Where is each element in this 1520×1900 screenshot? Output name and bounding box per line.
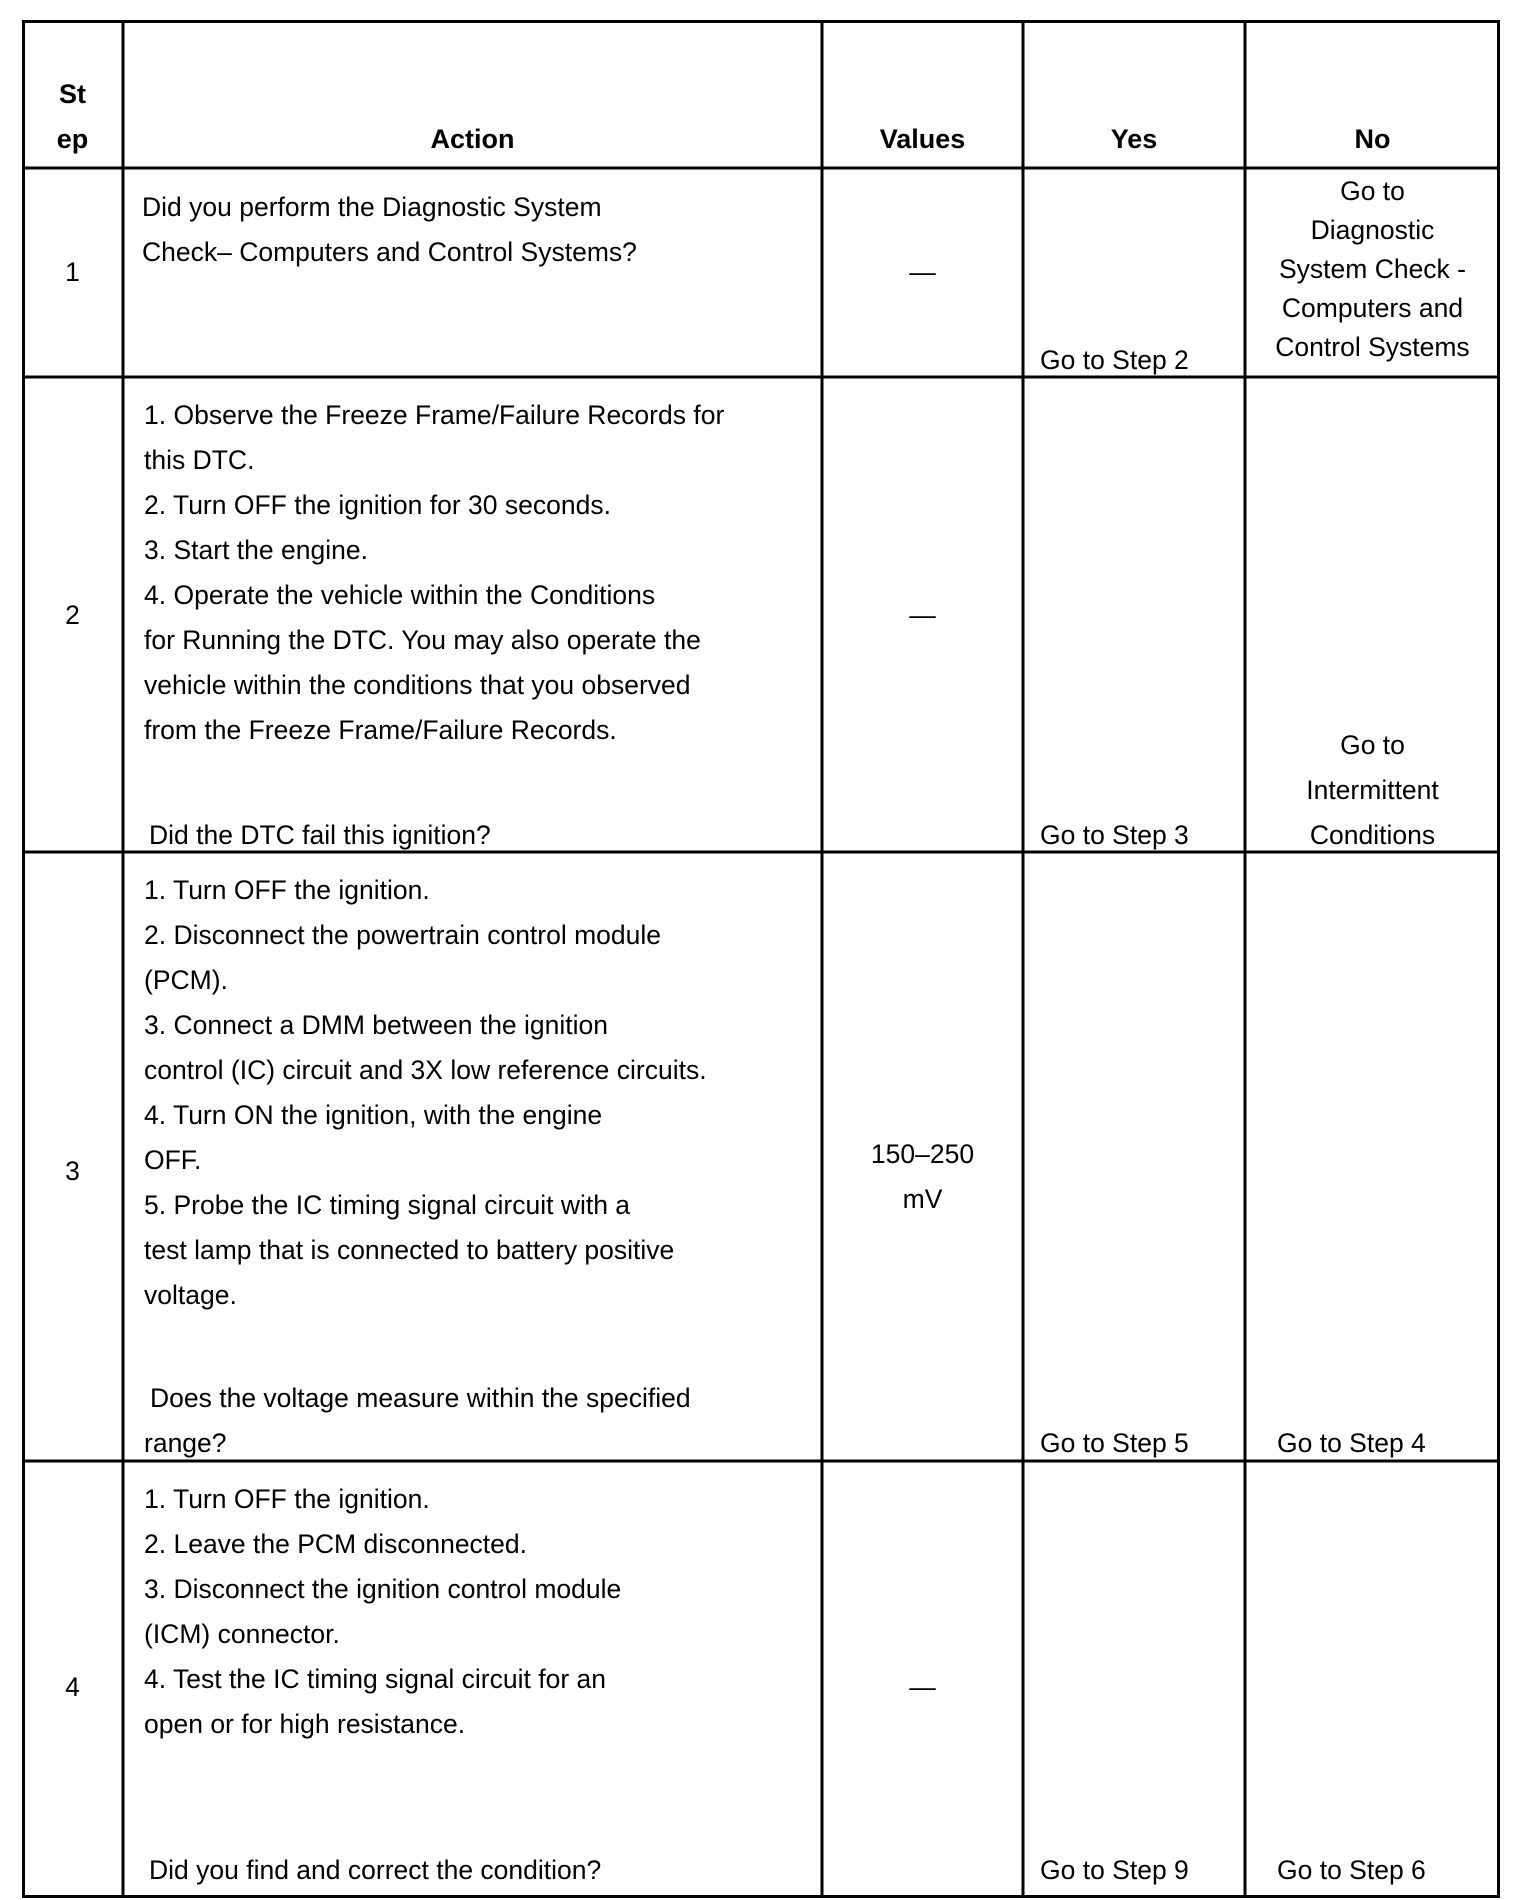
no-link[interactable]	[1245, 723, 1500, 858]
action-line: 2. Leave the PCM disconnected.	[144, 1529, 528, 1559]
action-text	[142, 185, 637, 275]
no-link[interactable]	[1245, 172, 1500, 367]
question-line: range?	[144, 1428, 227, 1458]
question-text: Did you find and correct the condition?	[149, 1855, 602, 1885]
action-line: (ICM) connector.	[144, 1619, 340, 1649]
yes-link[interactable]: Go to Step 2	[1040, 345, 1189, 375]
action-line: OFF.	[144, 1145, 202, 1175]
action-line: 1. Observe the Freeze Frame/Failure Records for	[144, 400, 725, 430]
action-line: this DTC.	[144, 445, 255, 475]
action-line: from the Freeze Frame/Failure Records.	[144, 715, 617, 745]
action-line: 2. Turn OFF the ignition for 30 seconds.	[144, 490, 611, 520]
action-line: 5. Probe the IC timing signal circuit with a	[144, 1190, 631, 1220]
no-line: Go to	[1340, 176, 1405, 206]
action-line: open or for high resistance.	[144, 1709, 466, 1739]
action-line: for Running the DTC. You may also operate the	[144, 625, 701, 655]
action-line: 3. Start the engine.	[144, 535, 368, 565]
question-text: Did the DTC fail this ignition?	[149, 820, 491, 850]
value-line: mV	[902, 1184, 943, 1214]
action-text	[144, 1477, 621, 1747]
step-number: 3	[65, 1156, 80, 1186]
no-line: Conditions	[1309, 820, 1436, 850]
header-step-line: ep	[56, 124, 89, 154]
action-line: 3. Disconnect the ignition control module	[144, 1574, 622, 1604]
value-text: —	[909, 1672, 936, 1702]
no-line: System Check -	[1278, 254, 1466, 284]
action-line: 1. Turn OFF the ignition.	[144, 875, 430, 905]
action-line: voltage.	[144, 1280, 237, 1310]
header-step	[22, 72, 123, 162]
action-line: Did you perform the Diagnostic System	[142, 192, 602, 222]
value-text: —	[909, 257, 936, 287]
no-line: Intermittent	[1306, 775, 1439, 805]
no-line: Control Systems	[1275, 332, 1470, 362]
value-text: —	[909, 600, 936, 630]
header-step-line: St	[59, 79, 86, 109]
action-line: 3. Connect a DMM between the ignition	[144, 1010, 609, 1040]
step-number: 2	[65, 600, 80, 630]
value-line: 150–250	[870, 1139, 975, 1169]
action-line: Check– Computers and Control Systems?	[142, 237, 637, 267]
header-yes: Yes	[1110, 124, 1158, 154]
action-line: 4. Turn ON the ignition, with the engine	[144, 1100, 603, 1130]
step-number: 1	[65, 257, 80, 287]
action-text	[144, 393, 724, 753]
diagnostic-table	[22, 20, 1500, 1898]
action-line: (PCM).	[144, 965, 228, 995]
step-number: 4	[65, 1672, 80, 1702]
yes-link[interactable]: Go to Step 5	[1040, 1428, 1189, 1458]
action-line: 4. Test the IC timing signal circuit for an	[144, 1664, 606, 1694]
question-text	[144, 1376, 691, 1466]
yes-link[interactable]: Go to Step 3	[1040, 820, 1189, 850]
action-line: test lamp that is connected to battery positive	[144, 1235, 675, 1265]
header-no: No	[1354, 124, 1391, 154]
value-text	[822, 1132, 1023, 1222]
action-line: vehicle within the conditions that you observed	[144, 670, 691, 700]
action-line: control (IC) circuit and 3X low reference circuits.	[144, 1055, 707, 1085]
question-line: Does the voltage measure within the specified	[150, 1383, 691, 1413]
action-line: 4. Operate the vehicle within the Conditions	[144, 580, 656, 610]
no-line: Computers and	[1281, 293, 1464, 323]
action-line: 2. Disconnect the powertrain control module	[144, 920, 662, 950]
header-values: Values	[879, 124, 966, 154]
action-text	[144, 868, 707, 1318]
yes-link[interactable]: Go to Step 9	[1040, 1855, 1189, 1885]
no-line: Diagnostic	[1310, 215, 1435, 245]
header-action: Action	[430, 124, 515, 154]
no-link[interactable]: Go to Step 6	[1277, 1855, 1426, 1885]
action-line: 1. Turn OFF the ignition.	[144, 1484, 430, 1514]
no-line: Go to	[1340, 730, 1405, 760]
no-link[interactable]: Go to Step 4	[1277, 1428, 1426, 1458]
